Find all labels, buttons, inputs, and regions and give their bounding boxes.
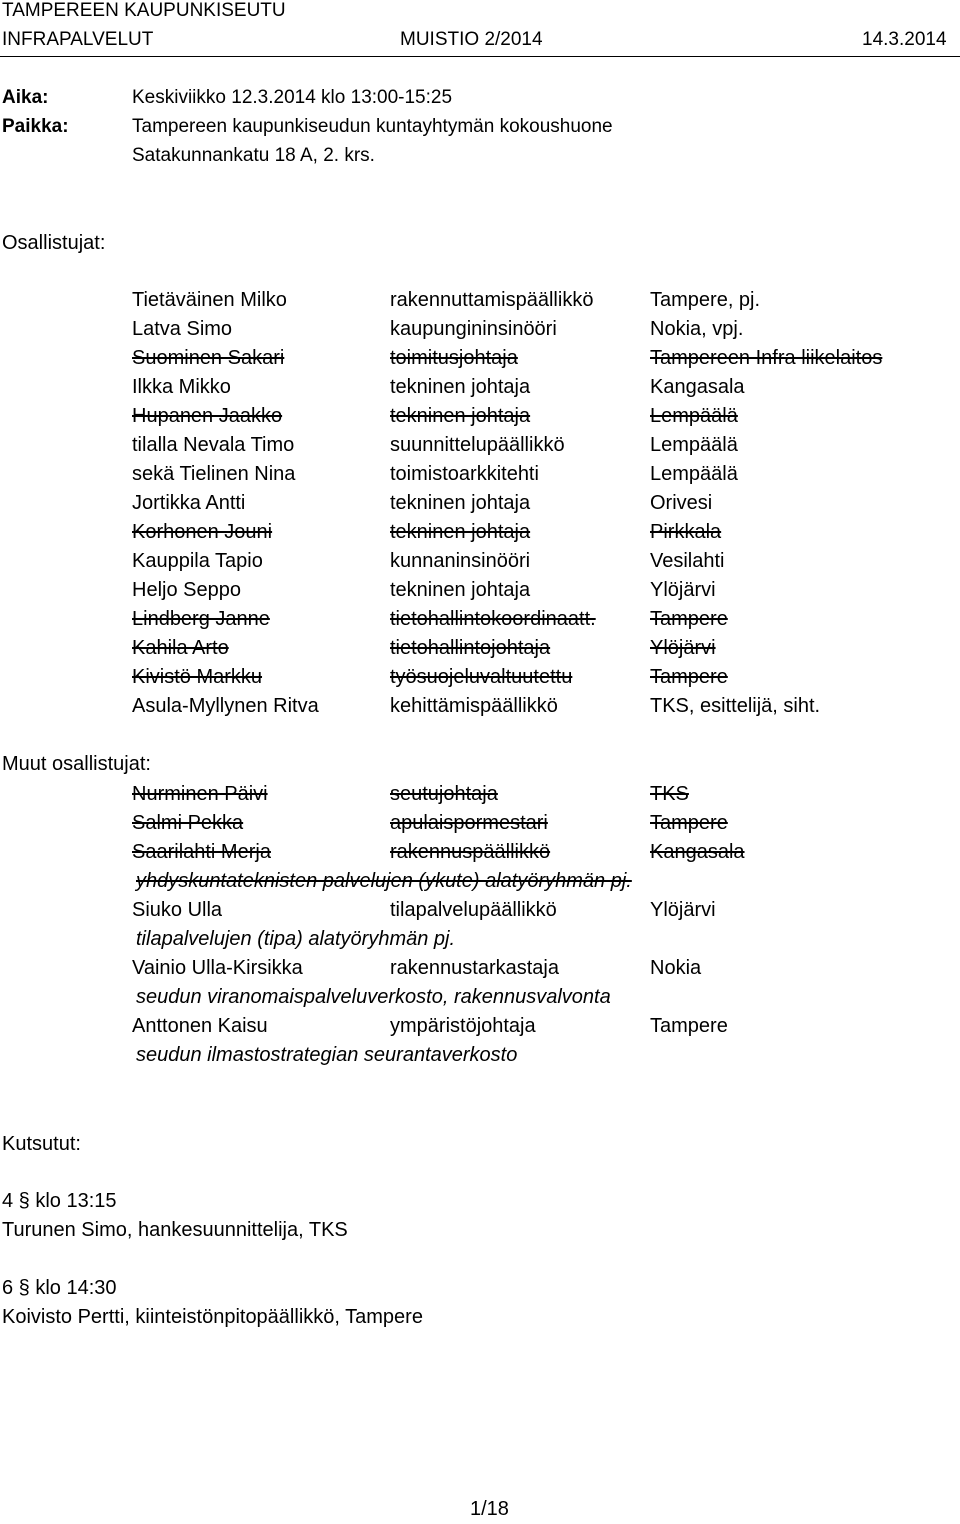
participant-name: Tietäväinen Milko bbox=[132, 289, 287, 311]
page-number: 1/18 bbox=[470, 1498, 509, 1520]
working-group-note: seudun viranomaispalveluverkosto, rakennusvalvonta bbox=[136, 986, 611, 1008]
participant-role: tekninen johtaja bbox=[390, 376, 531, 398]
header-dept: INFRAPALVELUT bbox=[2, 29, 154, 50]
invited-heading: Kutsutut: bbox=[2, 1133, 81, 1155]
participant-org: Pirkkala bbox=[650, 521, 722, 543]
other-role: rakennuspäällikkö bbox=[390, 841, 551, 863]
header-doc-number: MUISTIO 2/2014 bbox=[400, 29, 543, 50]
other-org: TKS bbox=[650, 783, 689, 805]
other-name: Vainio Ulla-Kirsikka bbox=[132, 957, 303, 979]
participant-org: Kangasala bbox=[650, 376, 745, 398]
header-divider bbox=[0, 56, 960, 57]
time-value: Keskiviikko 12.3.2014 klo 13:00-15:25 bbox=[132, 87, 453, 108]
participant-role: toimitusjohtaja bbox=[390, 347, 518, 369]
invited-item-1-time: 4 § klo 13:15 bbox=[2, 1190, 117, 1212]
participant-org: Nokia, vpj. bbox=[650, 318, 744, 340]
invited-item-2-time: 6 § klo 14:30 bbox=[2, 1277, 117, 1299]
participant-org: Tampere, pj. bbox=[650, 289, 761, 311]
participant-name: Heljo Seppo bbox=[132, 579, 241, 601]
participant-name: Ilkka Mikko bbox=[132, 376, 231, 398]
place-line-1: Tampereen kaupunkiseudun kuntayhtymän kokoushuone bbox=[132, 116, 613, 137]
other-org: Ylöjärvi bbox=[650, 899, 716, 921]
other-name: Salmi Pekka bbox=[132, 812, 244, 834]
participant-org: Orivesi bbox=[650, 492, 713, 514]
participant-role: suunnittelupäällikkö bbox=[390, 434, 565, 456]
time-label: Aika: bbox=[2, 87, 49, 108]
place-label: Paikka: bbox=[2, 116, 69, 137]
participant-role: kunnaninsinööri bbox=[390, 550, 531, 572]
participant-org: Ylöjärvi bbox=[650, 579, 716, 601]
other-role: ympäristöjohtaja bbox=[390, 1015, 536, 1037]
participant-role: tekninen johtaja bbox=[390, 521, 531, 543]
participant-name: Kahila Arto bbox=[132, 637, 229, 659]
participant-name: Asula-Myllynen Ritva bbox=[132, 695, 319, 717]
participants-heading: Osallistujat: bbox=[2, 232, 106, 254]
participant-name: Lindberg Janne bbox=[132, 608, 270, 630]
other-org: Tampere bbox=[650, 1015, 728, 1037]
participant-role: tekninen johtaja bbox=[390, 405, 531, 427]
participant-name: Kauppila Tapio bbox=[132, 550, 263, 572]
participant-role: rakennuttamispäällikkö bbox=[390, 289, 594, 311]
participant-org: Tampereen Infra liikelaitos bbox=[650, 347, 883, 369]
participant-role: toimistoarkkitehti bbox=[390, 463, 539, 485]
participant-role: tietohallintojohtaja bbox=[390, 637, 551, 659]
participant-name: sekä Tielinen Nina bbox=[132, 463, 296, 485]
invited-item-1-person: Turunen Simo, hankesuunnittelija, TKS bbox=[2, 1219, 348, 1241]
participant-org: Vesilahti bbox=[650, 550, 725, 572]
working-group-note: seudun ilmastostrategian seurantaverkosto bbox=[136, 1044, 518, 1066]
participant-org: Lempäälä bbox=[650, 434, 738, 456]
others-heading: Muut osallistujat: bbox=[2, 753, 151, 775]
participant-org: Tampere bbox=[650, 666, 728, 688]
participant-org: TKS, esittelijä, siht. bbox=[650, 695, 821, 717]
working-group-note: tilapalvelujen (tipa) alatyöryhmän pj. bbox=[136, 928, 456, 950]
place-line-2: Satakunnankatu 18 A, 2. krs. bbox=[132, 145, 375, 166]
working-group-note: yhdyskuntateknisten palvelujen (ykute) alatyöryhmän pj. bbox=[136, 870, 632, 892]
other-role: rakennustarkastaja bbox=[390, 957, 559, 979]
participant-role: tietohallintokoordinaatt. bbox=[390, 608, 596, 630]
participant-name: tilalla Nevala Timo bbox=[132, 434, 295, 456]
participant-org: Lempäälä bbox=[650, 463, 738, 485]
other-name: Siuko Ulla bbox=[132, 899, 223, 921]
participant-role: työsuojeluvaltuutettu bbox=[390, 666, 573, 688]
participant-org: Lempäälä bbox=[650, 405, 738, 427]
participant-org: Ylöjärvi bbox=[650, 637, 716, 659]
participant-role: kehittämispäällikkö bbox=[390, 695, 558, 717]
invited-item-2-person: Koivisto Pertti, kiinteistönpitopäällikkö, Tampere bbox=[2, 1306, 423, 1328]
participant-role: kaupungininsinööri bbox=[390, 318, 557, 340]
other-role: apulaispormestari bbox=[390, 812, 548, 834]
participant-name: Suominen Sakari bbox=[132, 347, 285, 369]
participant-role: tekninen johtaja bbox=[390, 492, 531, 514]
other-org: Kangasala bbox=[650, 841, 745, 863]
participant-org: Tampere bbox=[650, 608, 728, 630]
header-org: TAMPEREEN KAUPUNKISEUTU bbox=[2, 0, 286, 21]
participant-name: Korhonen Jouni bbox=[132, 521, 273, 543]
participant-name: Kivistö Markku bbox=[132, 666, 263, 688]
participant-role: tekninen johtaja bbox=[390, 579, 531, 601]
other-name: Nurminen Päivi bbox=[132, 783, 268, 805]
other-role: tilapalvelupäällikkö bbox=[390, 899, 557, 921]
header-date: 14.3.2014 bbox=[862, 29, 947, 50]
other-org: Tampere bbox=[650, 812, 728, 834]
other-role: seutujohtaja bbox=[390, 783, 498, 805]
participant-name: Hupanen Jaakko bbox=[132, 405, 283, 427]
participant-name: Latva Simo bbox=[132, 318, 233, 340]
other-org: Nokia bbox=[650, 957, 702, 979]
other-name: Anttonen Kaisu bbox=[132, 1015, 268, 1037]
participant-name: Jortikka Antti bbox=[132, 492, 246, 514]
other-name: Saarilahti Merja bbox=[132, 841, 271, 863]
